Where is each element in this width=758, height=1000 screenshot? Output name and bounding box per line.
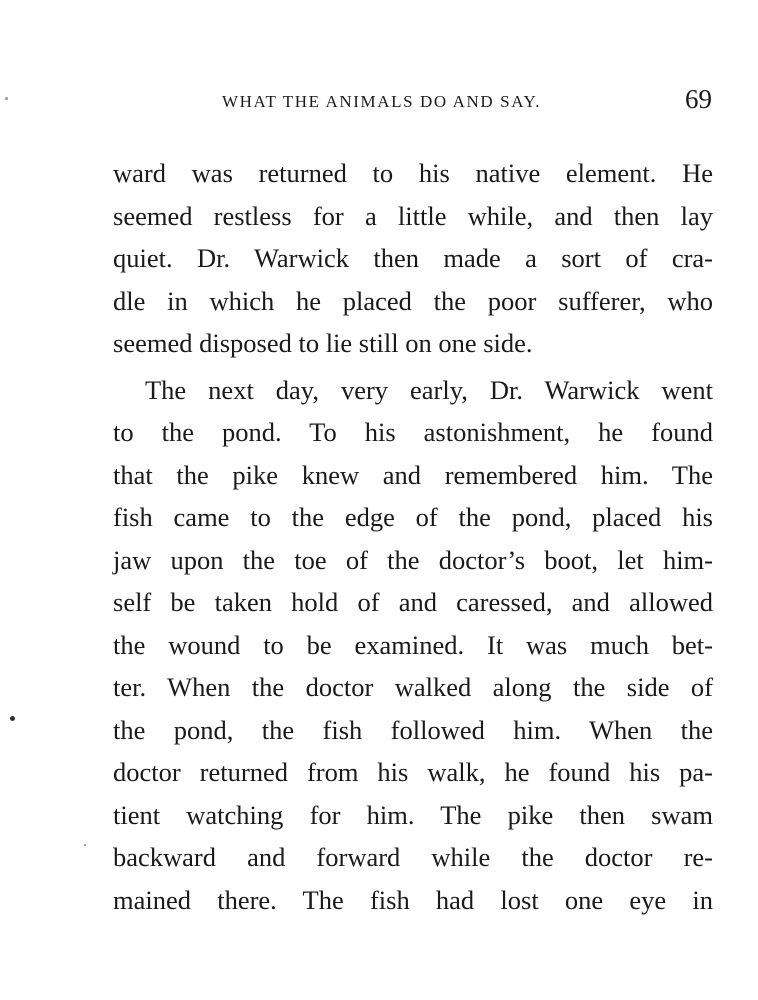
text-line: tient watching for him. The pike then swam: [113, 799, 713, 830]
text-line: that the pike knew and remembered him. The: [113, 459, 713, 490]
scan-speck: [10, 716, 15, 721]
text-line: seemed restless for a little while, and then lay: [113, 200, 713, 231]
running-title: WHAT THE ANIMALS DO AND SAY.: [222, 92, 542, 111]
paragraph-1: [113, 152, 713, 365]
scan-speck: [5, 97, 8, 100]
body-text: [113, 152, 713, 921]
text-line: to the pond. To his astonishment, he found: [113, 417, 713, 447]
text-line: seemed disposed to lie still on one side.: [113, 328, 533, 358]
scan-speck: [84, 844, 86, 846]
text-line: backward and forward while the doctor re-: [113, 842, 713, 872]
text-line: self be taken hold of and caressed, and allowed: [113, 587, 713, 617]
page-number: 69: [685, 84, 712, 114]
text-line: dle in which he placed the poor sufferer, who: [113, 285, 713, 316]
text-line: The next day, very early, Dr. Warwick went: [145, 374, 713, 405]
text-line: ward was returned to his native element. He: [113, 158, 713, 188]
text-line: mained there. The fish had lost one eye in: [113, 884, 713, 915]
paragraph-2: [113, 369, 713, 922]
text-line: fish came to the edge of the pond, placed his: [113, 502, 713, 532]
text-line: jaw upon the toe of the doctor’s boot, let him-: [113, 544, 713, 575]
text-line: doctor returned from his walk, he found his pa-: [113, 757, 713, 787]
text-line: ter. When the doctor walked along the side of: [113, 672, 713, 702]
text-line: quiet. Dr. Warwick then made a sort of cra-: [113, 243, 713, 273]
running-head: [110, 84, 712, 120]
text-line: the wound to be examined. It was much bet-: [113, 629, 713, 660]
text-line: the pond, the fish followed him. When the: [113, 714, 713, 745]
